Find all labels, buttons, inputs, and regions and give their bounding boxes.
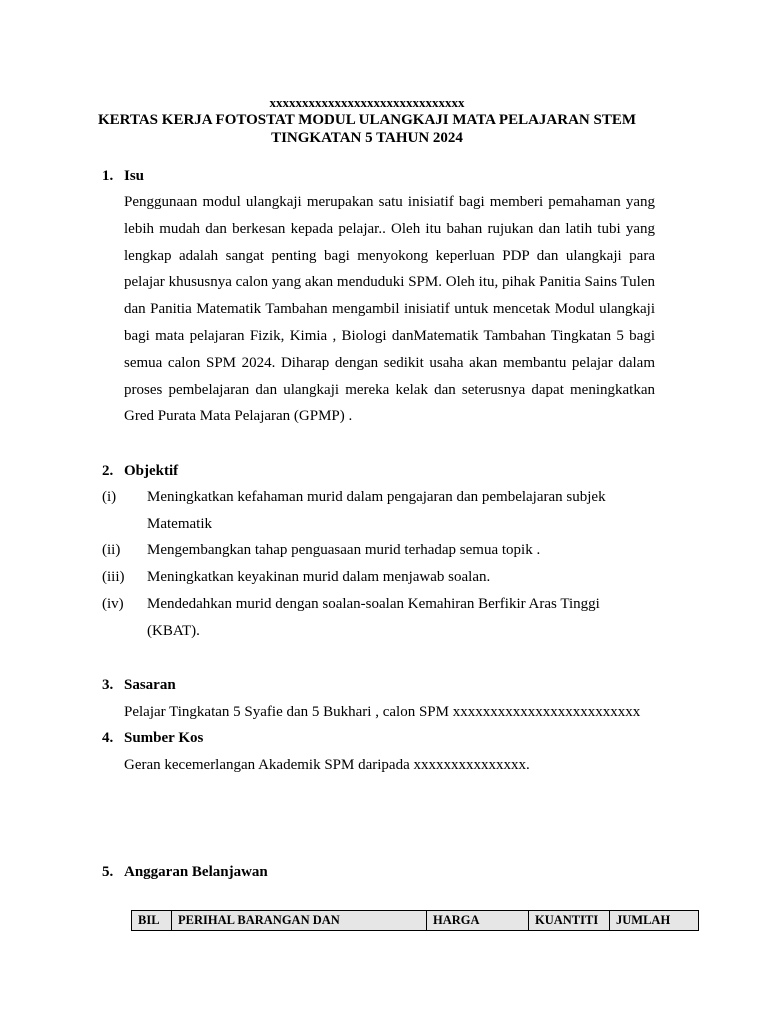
section-isu-body: Penggunaan modul ulangkaji merupakan satu inisiatif bagi memberi pemahaman yang lebih mudah dan berkesan kepada pelajar.. Oleh itu bahan rujukan dan latih tubi yang lengkap adalah sangat penting bagi menyokong keperluan PDP dan ulangkaji para pelajar khususnya calon yang akan menduduki SPM. Oleh itu, pihak Panitia Sains Tulen dan Panitia Matematik Tambahan mengambil inisiatif untuk mencetak Modul ulangkaji bagi mata pelajaran Fizik, Kimia , Biologi danMatematik Tambahan Tingkatan 5 bagi semua calon SPM 2024. Diharap dengan sedikit usaha akan membantu pelajar dalam proses pembelajaran dan ulangkaji mereka kelak dan seterusnya dapat meningkatkan Gred Purata Mata Pelajaran (GPMP) . — [124, 194, 655, 425]
section-title: Sumber Kos — [124, 730, 204, 746]
section-number: 1. — [102, 168, 114, 184]
section-number: 3. — [102, 677, 114, 693]
budget-table — [131, 910, 699, 931]
column-header-perihal: PERIHAL BARANGAN DAN — [172, 911, 427, 931]
section-number: 5. — [102, 864, 114, 880]
section-title: Isu — [124, 168, 145, 184]
section-isu-heading — [102, 166, 144, 186]
document-subtitle: TINGKATAN 5 TAHUN 2024 — [271, 130, 463, 146]
objective-number: (iv) — [102, 596, 124, 612]
objective-text: Mendedahkan murid dengan soalan-soalan Kemahiran Berfikir Aras Tinggi (KBAT). — [147, 596, 600, 639]
column-header-bil: BIL — [132, 911, 172, 931]
section-number: 2. — [102, 463, 114, 479]
objective-text: Meningkatkan kefahaman murid dalam pengajaran dan pembelajaran subjek Matematik — [147, 489, 606, 532]
section-sumber-kos-heading — [102, 728, 203, 748]
budget-table-header-row — [132, 911, 699, 931]
column-header-jumlah: JUMLAH — [610, 911, 699, 931]
objective-item — [102, 537, 662, 564]
section-title: Objektif — [124, 463, 179, 479]
objective-text: Meningkatkan keyakinan murid dalam menjawab soalan. — [147, 569, 491, 585]
document-placeholder-line: xxxxxxxxxxxxxxxxxxxxxxxxxxxxxx — [269, 95, 465, 110]
objective-item — [102, 484, 662, 538]
objective-item — [102, 564, 662, 591]
objective-item — [102, 591, 662, 645]
section-sumber-kos-body: Geran kecemerlangan Akademik SPM daripada xxxxxxxxxxxxxxx. — [124, 757, 530, 773]
section-title: Sasaran — [124, 677, 176, 693]
column-header-kuantiti: KUANTITI — [529, 911, 610, 931]
objective-number: (iii) — [102, 569, 125, 585]
document-title: KERTAS KERJA FOTOSTAT MODUL ULANGKAJI MATA PELAJARAN STEM — [97, 112, 636, 128]
section-objektif-heading — [102, 461, 178, 481]
objective-number: (ii) — [102, 542, 121, 558]
section-sasaran-body: Pelajar Tingkatan 5 Syafie dan 5 Bukhari , calon SPM xxxxxxxxxxxxxxxxxxxxxxxxx — [124, 704, 641, 720]
section-number: 4. — [102, 730, 114, 746]
column-header-harga: HARGA — [427, 911, 529, 931]
section-title: Anggaran Belanjawan — [124, 864, 268, 880]
objective-number: (i) — [102, 489, 117, 505]
objective-text: Mengembangkan tahap penguasaan murid terhadap semua topik . — [147, 542, 541, 558]
section-sasaran-heading — [102, 675, 176, 695]
section-anggaran-heading — [102, 862, 268, 882]
